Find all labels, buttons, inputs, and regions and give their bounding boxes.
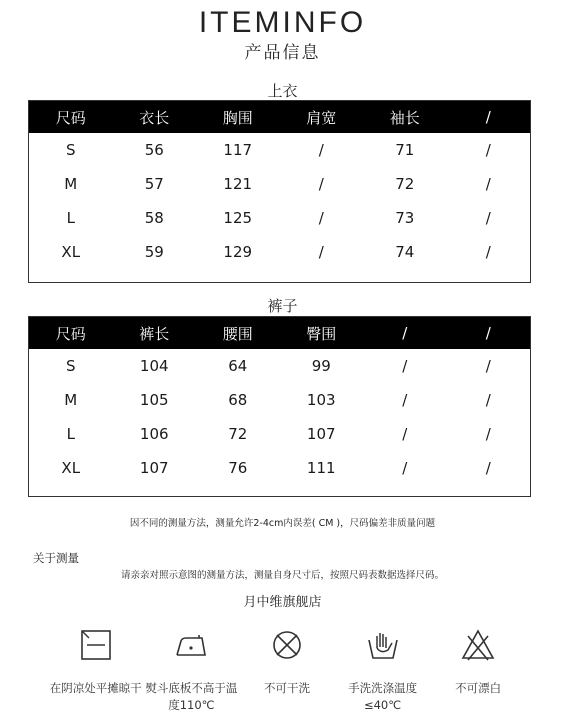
table-header-row — [29, 317, 530, 349]
table-cell: 121 — [223, 175, 253, 193]
table-cell: S — [65, 141, 76, 159]
iron-icon — [174, 628, 208, 666]
table-header-cell: 臀围 — [306, 324, 337, 343]
bottom-section-title: 裤子 — [267, 297, 298, 315]
table-cell: 105 — [139, 391, 169, 409]
care-label: 在阴凉处平摊晾干 — [49, 681, 142, 695]
table-cell: 76 — [228, 459, 248, 477]
top-section-title: 上衣 — [267, 82, 298, 100]
table-cell: 107 — [139, 459, 169, 477]
table-row — [29, 349, 530, 383]
table-cell: 73 — [395, 209, 415, 227]
table-cell: / — [318, 141, 324, 159]
table-cell: / — [318, 209, 324, 227]
table-cell: 104 — [139, 357, 169, 375]
table-cell: / — [318, 175, 324, 193]
table-cell: 129 — [223, 243, 253, 261]
table-cell: L — [66, 425, 75, 443]
table-header-cell: 尺码 — [55, 324, 86, 343]
care-label: 不可干洗 — [263, 681, 310, 695]
table-cell: 74 — [395, 243, 415, 261]
table-cell: 111 — [306, 459, 336, 477]
care-item — [430, 628, 526, 714]
care-icons — [48, 628, 526, 714]
table-cell: M — [64, 175, 78, 193]
hand-wash-icon — [366, 628, 400, 666]
table-cell: / — [485, 175, 491, 193]
table-cell: / — [485, 391, 491, 409]
table-header-cell: 裤长 — [139, 324, 170, 343]
table-cell: L — [66, 209, 75, 227]
table-cell: 106 — [139, 425, 169, 443]
table-header-cell: 胸围 — [222, 108, 253, 127]
table-cell: / — [318, 243, 324, 261]
shop-name: 月中维旗舰店 — [243, 595, 322, 610]
table-cell: 72 — [228, 425, 248, 443]
measurement-error-note: 因不同的测量方法，测量允许2-4cm内误差( CM )，尺码偏差非质量问题 — [129, 518, 436, 529]
table-cell: / — [485, 209, 491, 227]
table-cell: S — [65, 357, 76, 375]
table-cell: 71 — [395, 141, 415, 159]
care-item — [48, 628, 144, 714]
table-cell: / — [402, 391, 408, 409]
table-cell: / — [485, 243, 491, 261]
table-cell: 72 — [395, 175, 415, 193]
care-item — [239, 628, 335, 714]
brand-subtitle: 产品信息 — [244, 43, 321, 63]
care-item — [144, 628, 240, 714]
table-cell: 59 — [144, 243, 164, 261]
table-cell: / — [485, 357, 491, 375]
table-row — [29, 167, 530, 201]
care-label: 手洗洗涤温度≤40℃ — [348, 681, 418, 712]
table-row — [29, 451, 530, 485]
bottom-size-table — [28, 316, 531, 497]
table-header-cell: 尺码 — [55, 108, 86, 127]
table-cell: M — [64, 391, 78, 409]
table-header-cell: 袖长 — [389, 108, 420, 127]
table-cell: / — [485, 141, 491, 159]
table-row — [29, 383, 530, 417]
table-cell: / — [485, 459, 491, 477]
table-cell: 68 — [228, 391, 248, 409]
table-cell: XL — [61, 243, 81, 261]
care-item — [335, 628, 431, 714]
table-cell: 103 — [306, 391, 336, 409]
no-dry-clean-icon — [270, 628, 304, 666]
table-cell: 64 — [228, 357, 248, 375]
table-header-cell: / — [485, 324, 491, 342]
brand-title: ITEMINFO — [198, 6, 367, 39]
table-cell: / — [402, 425, 408, 443]
table-cell: / — [485, 425, 491, 443]
measurement-text: 请亲亲对照示意图的测量方法，测量自身尺寸后，按照尺码表数据选择尺码。 — [120, 570, 444, 581]
care-label: 熨斗底板不高于温度110℃ — [145, 681, 238, 712]
table-header-cell: 肩宽 — [306, 108, 337, 127]
table-header-cell: 腰围 — [222, 324, 253, 343]
table-cell: / — [402, 357, 408, 375]
table-cell: 107 — [306, 425, 336, 443]
table-cell: 56 — [144, 141, 164, 159]
no-bleach-icon — [461, 628, 495, 666]
table-row — [29, 235, 530, 269]
table-cell: 99 — [311, 357, 331, 375]
top-size-table — [28, 100, 531, 283]
table-cell: 117 — [223, 141, 253, 159]
table-header-row — [29, 101, 530, 133]
table-row — [29, 201, 530, 235]
table-header-cell: / — [402, 324, 408, 342]
table-cell: 58 — [144, 209, 164, 227]
table-cell: XL — [61, 459, 81, 477]
table-cell: 57 — [144, 175, 164, 193]
flat-dry-shade-icon — [79, 628, 113, 666]
table-header-cell: 衣长 — [139, 108, 170, 127]
table-header-cell: / — [485, 108, 491, 126]
measurement-title: 关于测量 — [33, 551, 79, 565]
table-row — [29, 133, 530, 167]
table-cell: 125 — [223, 209, 253, 227]
table-row — [29, 417, 530, 451]
care-label: 不可漂白 — [455, 681, 502, 695]
table-cell: / — [402, 459, 408, 477]
